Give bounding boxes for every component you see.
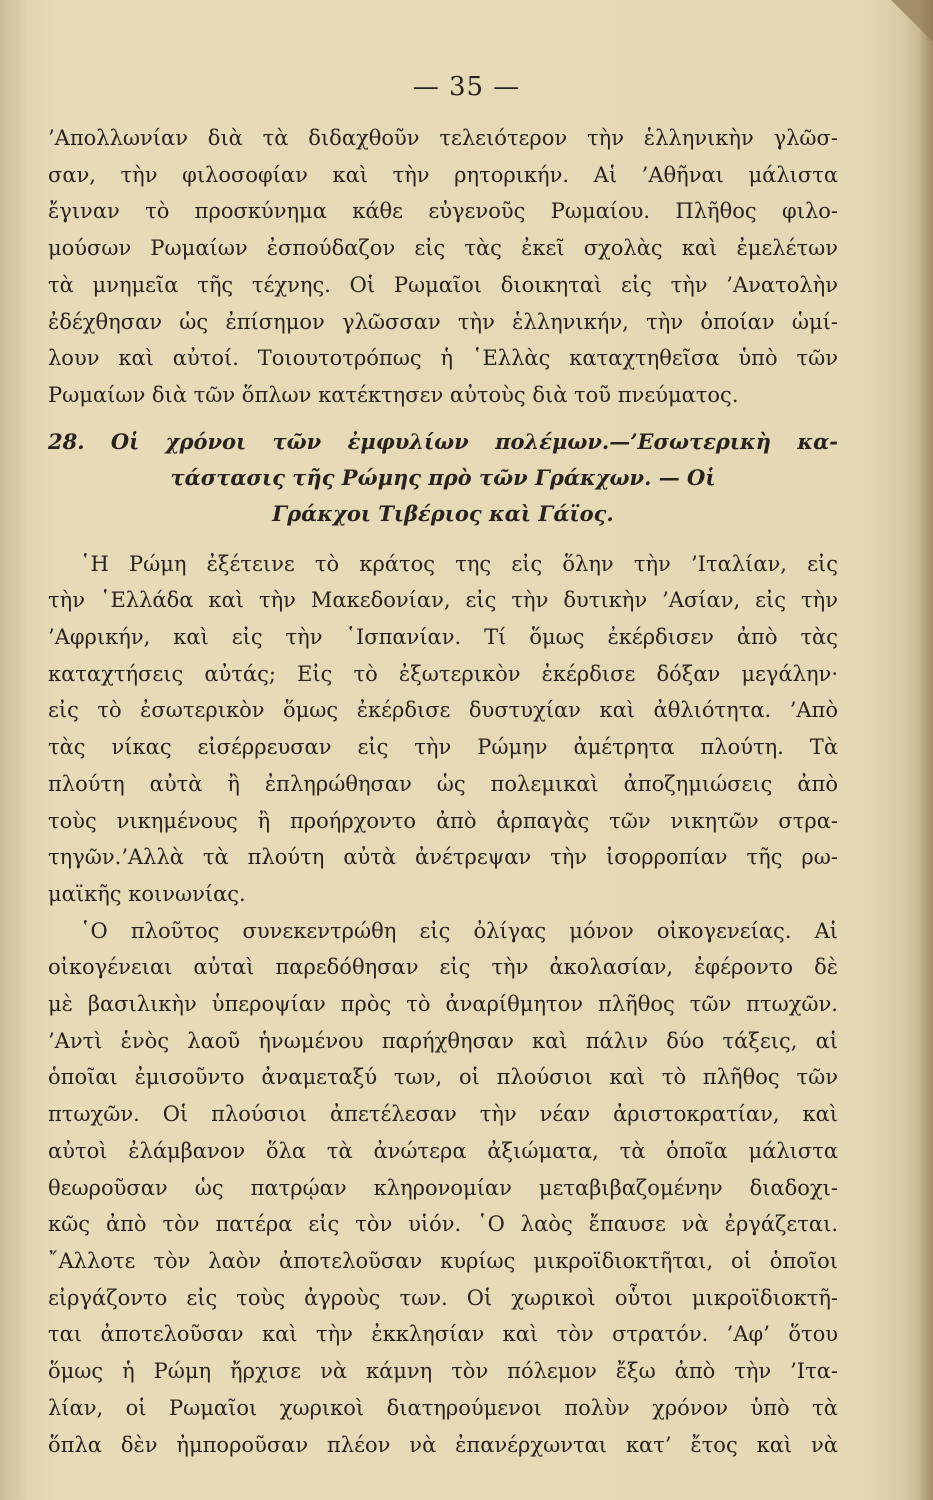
text-line: ὁποῖαι ἐμισοῦντο ἀναμεταξύ των, οἱ πλούσιοι καὶ τὸ πλῆθος τῶν [48,1065,838,1090]
text-line: ἔγιναν τὸ προσκύνημα κάθε εὐγενοῦς Ρωμαίου. Πλῆθος φιλο- [48,199,838,224]
text-line: τὰ μνημεῖα τῆς τέχνης. Οἱ Ρωμαῖοι διοικηταὶ εἰς τὴν ’Ανατολὴν [48,272,838,297]
text-line: αὐτοὶ ἐλάμβανον ὅλα τὰ ἀνώτερα ἀξιώματα, τὰ ὁποῖα μάλιστα [48,1138,838,1163]
text-line: τὴν ῾Ελλάδα καὶ τὴν Μακεδονίαν, εἰς τὴν δυτικὴν ’Ασίαν, εἰς τὴν [48,588,838,613]
heading-line: 28. Οἱ χρόνοι τῶν ἐμφυλίων πολέμων.—’Εσωτερικὴ κα- [48,428,838,454]
page-number: — 35 — [412,72,521,102]
text-line: ’Αφρικήν, καὶ εἰς τὴν ῾Ισπανίαν. Τί ὅμως ἐκέρδισεν ἀπὸ τὰς [48,625,838,650]
paragraph-1 [48,120,838,414]
paragraph-2 [48,546,838,913]
text-line: πτωχῶν. Οἱ πλούσιοι ἀπετέλεσαν τὴν νέαν ἀριστοκρατίαν, καὶ [48,1102,838,1127]
text-line: ὅμως ἡ Ρώμη ἤρχισε νὰ κάμνη τὸν πόλεμον ἔξω ἀπὸ τὴν ’Ιτα- [48,1359,838,1384]
text-line: ῾Ο πλοῦτος συνεκεντρώθη εἰς ὀλίγας μόνον οἰκογενείας. Αἱ [80,918,838,943]
text-line: μούσων Ρωμαίων ἐσπούδαζον εἰς τὰς ἐκεῖ σχολὰς καὶ ἐμελέτων [48,236,838,261]
text-line: εἰς τὸ ἐσωτερικὸν ὅμως ἐκέρδισε δυστυχίαν καὶ ἀθλιότητα. ’Απὸ [48,698,838,723]
text-line: λουν καὶ αὐτοί. Τοιουτοτρόπως ἡ ῾Ελλὰς καταχτηθεῖσα ὑπὸ τῶν [48,346,838,371]
text-line: καταχτήσεις αὐτάς; Εἰς τὸ ἐξωτερικὸν ἐκέρδισε δόξαν μεγάλην· [48,661,838,686]
text-line: ῎Αλλοτε τὸν λαὸν ἀποτελοῦσαν κυρίως μικροϊδιοκτῆται, οἱ ὁποῖοι [48,1248,838,1273]
text-line: λίαν, οἱ Ρωμαῖοι χωρικοὶ διατηρούμενοι πολὺν χρόνον ὑπὸ τὰ [48,1395,838,1420]
paragraph-3 [48,913,838,1464]
text-line: ἐδέχθησαν ὡς ἐπίσημον γλῶσσαν τὴν ἑλληνικήν, τὴν ὁποίαν ὡμί- [48,309,838,334]
page-edge-shadow [919,0,933,1500]
heading-line: τάστασις τῆς Ρώμης πρὸ τῶν Γράκχων. — Οἱ [170,464,716,490]
text-line: κῶς ἀπὸ τὸν πατέρα εἰς τὸν υἱόν. ῾Ο λαὸς ἔπαυσε νὰ ἐργάζεται. [48,1212,838,1237]
text-line: τηγῶν.’Αλλὰ τὰ πλούτη αὐτὰ ἀνέτρεψαν τὴν ἰσορροπίαν τῆς ρω- [48,845,838,870]
text-line: πλούτη αὐτὰ ἢ ἐπληρώθησαν ὡς πολεμικαὶ ἀποζημιώσεις ἀπὸ [48,771,838,796]
heading-line: Γράκχοι Τιβέριος καὶ Γάϊος. [272,500,614,526]
text-line: σαν, τὴν φιλοσοφίαν καὶ τὴν ρητορικήν. Αἱ ’Αθῆναι μάλιστα [48,162,838,187]
text-line: εἰργάζοντο εἰς τοὺς ἀγροὺς των. Οἱ χωρικοὶ οὗτοι μικροϊδιοκτῆ- [48,1285,838,1310]
text-line: ται ἀποτελοῦσαν καὶ τὴν ἐκκλησίαν καὶ τὸν στρατόν. ’Αφ’ ὅτου [48,1322,838,1347]
text-line: ’Απολλωνίαν διὰ τὰ διδαχθοῦν τελειότερον τὴν ἑλληνικὴν γλῶσ- [48,126,838,150]
text-line: ὅπλα δὲν ἠμποροῦσαν πλέον νὰ ἐπανέρχωνται κατ’ ἔτος καὶ νὰ [48,1432,838,1457]
text-line: θεωροῦσαν ὡς πατρῴαν κληρονομίαν μεταβιβαζομένην διαδοχι- [48,1175,838,1200]
text-line: τοὺς νικημένους ἢ προήρχοντο ἀπὸ ἁρπαγὰς τῶν νικητῶν στρα- [48,808,838,833]
text-line: ’Αντὶ ἑνὸς λαοῦ ἡνωμένου παρήχθησαν καὶ πάλιν δύο τάξεις, αἱ [48,1028,838,1053]
text-line: Ρωμαίων διὰ τῶν ὅπλων κατέκτησεν αὐτοὺς διὰ τοῦ πνεύματος. [48,382,739,407]
text-line: μὲ βασιλικὴν ὑπεροψίαν πρὸς τὸ ἀναρίθμητον πλῆθος τῶν πτωχῶν. [48,992,838,1017]
section-heading [48,424,838,532]
text-block [48,120,838,1463]
text-line: τὰς νίκας εἰσέρρευσαν εἰς τὴν Ρώμην ἀμέτρητα πλούτη. Τὰ [48,735,838,760]
text-line: οἰκογένειαι αὐταὶ παρεδόθησαν εἰς τὴν ἀκολασίαν, ἐφέροντο δὲ [48,955,838,980]
text-line: μαϊκῆς κοινωνίας. [48,881,246,906]
text-line: ῾Η Ρώμη ἐξέτεινε τὸ κράτος της εἰς ὅλην τὴν ’Ιταλίαν, εἰς [80,551,838,576]
